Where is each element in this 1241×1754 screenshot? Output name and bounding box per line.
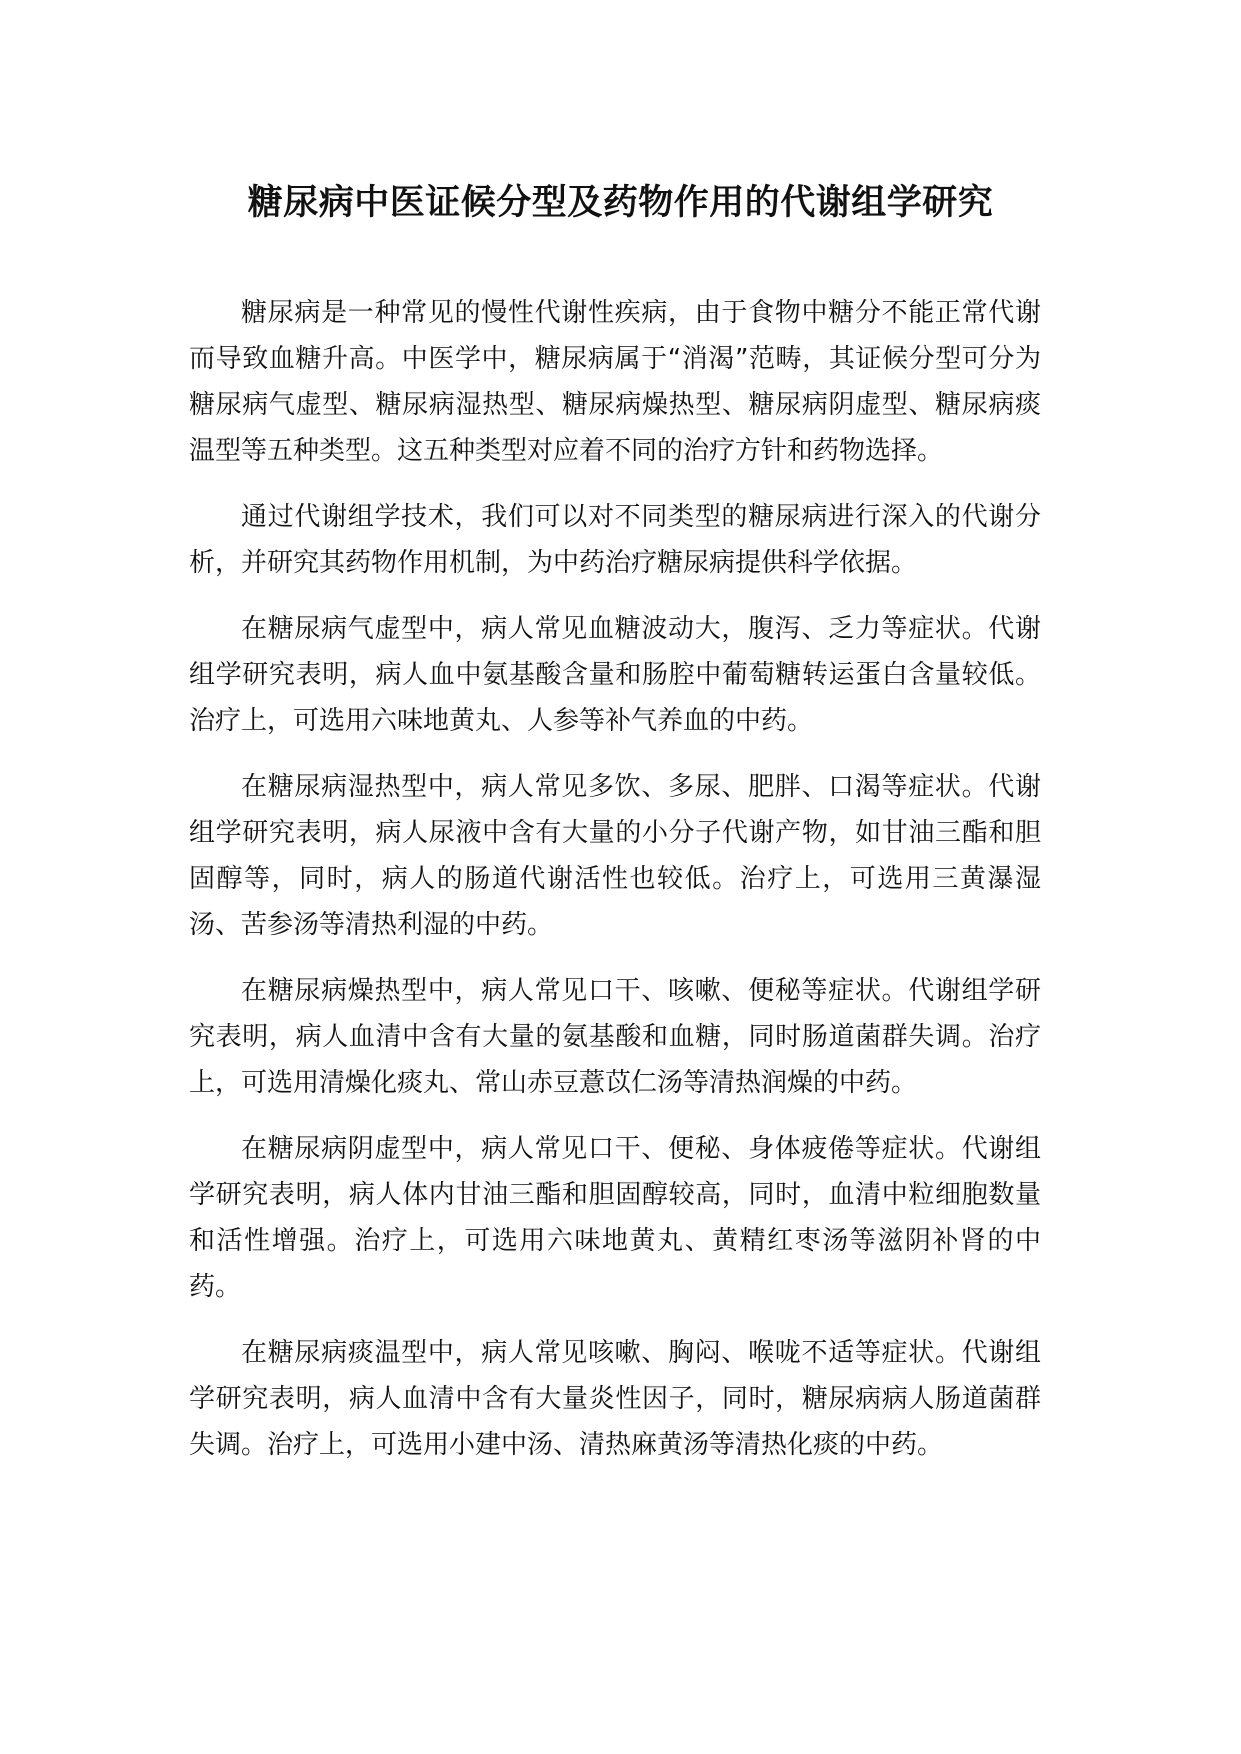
- paragraph-method: 通过代谢组学技术，我们可以对不同类型的糖尿病进行深入的代谢分析，并研究其药物作用机制，为中药治疗糖尿病提供科学依据。: [189, 502, 1041, 578]
- paragraph-yin-deficiency: 在糖尿病阴虚型中，病人常见口干、便秘、身体疲倦等症状。代谢组学研究表明，病人体内甘油三酯和胆固醇较高，同时，血清中粒细胞数量和活性增强。治疗上，可选用六味地黄丸、黄精红枣汤等滋阴补肾的中药。: [189, 1134, 1041, 1302]
- paragraph-qi-deficiency: 在糖尿病气虚型中，病人常见血糖波动大，腹泻、乏力等症状。代谢组学研究表明，病人血中氨基酸含量和肠腔中葡萄糖转运蛋白含量较低。治疗上，可选用六味地黄丸、人参等补气养血的中药。: [189, 614, 1041, 736]
- paragraph-damp-heat: 在糖尿病湿热型中，病人常见多饮、多尿、肥胖、口渴等症状。代谢组学研究表明，病人尿液中含有大量的小分子代谢产物，如甘油三酯和胆固醇等，同时，病人的肠道代谢活性也较低。治疗上，可选用三黄瀑湿汤、苦参汤等清热利湿的中药。: [189, 772, 1041, 940]
- paragraph-phlegm-warm: 在糖尿病痰温型中，病人常见咳嗽、胸闷、喉咙不适等症状。代谢组学研究表明，病人血清中含有大量炎性因子，同时，糖尿病病人肠道菌群失调。治疗上，可选用小建中汤、清热麻黄汤等清热化痰的中药。: [189, 1338, 1041, 1460]
- paragraph-dry-heat: 在糖尿病燥热型中，病人常见口干、咳嗽、便秘等症状。代谢组学研究表明，病人血清中含有大量的氨基酸和血糖，同时肠道菌群失调。治疗上，可选用清燥化痰丸、常山赤豆薏苡仁汤等清热润燥的中药。: [189, 976, 1041, 1098]
- document-body: [189, 290, 1041, 1488]
- document-title: 糖尿病中医证候分型及药物作用的代谢组学研究: [247, 183, 994, 223]
- paragraph-intro: 糖尿病是一种常见的慢性代谢性疾病，由于食物中糖分不能正常代谢而导致血糖升高。中医学中，糖尿病属于“消渴”范畴，其证候分型可分为糖尿病气虚型、糖尿病湿热型、糖尿病燥热型、糖尿病阴虚型、糖尿病痰温型等五种类型。这五种类型对应着不同的治疗方针和药物选择。: [189, 298, 1041, 466]
